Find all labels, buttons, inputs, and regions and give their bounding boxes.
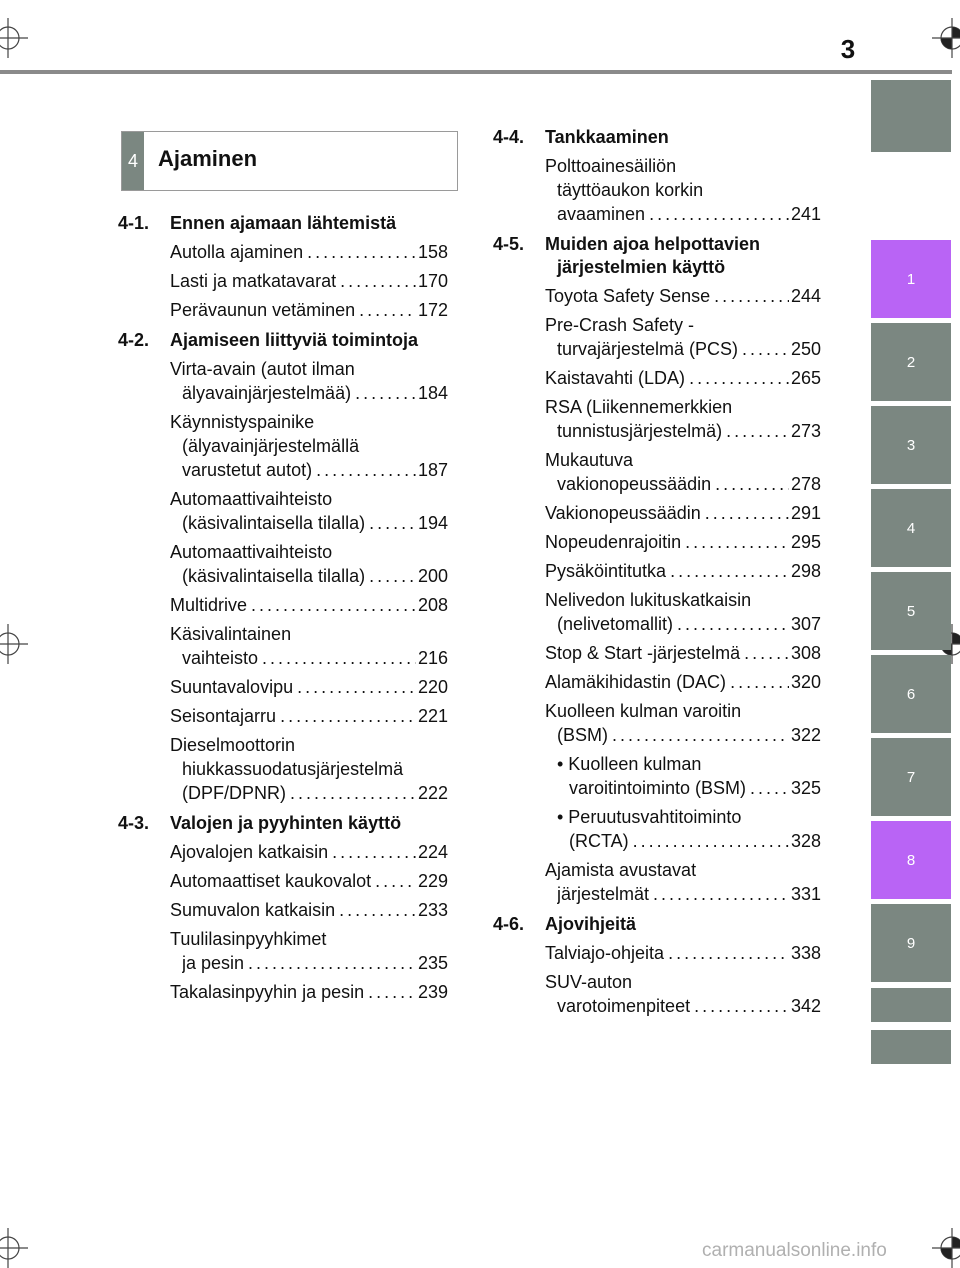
toc-entry[interactable] (545, 313, 821, 361)
page-ref: 241 (790, 204, 821, 224)
entry-last-line (170, 593, 448, 617)
toc-entry[interactable] (545, 448, 821, 496)
toc-entry[interactable] (170, 622, 448, 670)
entry-text: Kuolleen kulman varoitin (545, 701, 742, 721)
toc-entry[interactable] (170, 240, 448, 264)
entry-last-line (557, 829, 821, 853)
section-title: Ajamiseen liittyviä toimintoja (170, 330, 419, 350)
page-ref: 273 (790, 421, 821, 441)
header-rule (0, 70, 952, 74)
section-title: Tankkaaminen (545, 127, 669, 147)
page-ref: 194 (417, 513, 448, 533)
section-number: 4-3. (118, 813, 150, 833)
chapter-tab[interactable] (871, 1030, 951, 1064)
toc-entry[interactable] (545, 366, 821, 390)
entry-text: järjestelmät . . . (557, 882, 789, 906)
page-ref: 187 (417, 460, 448, 480)
section-number: 4-4. (493, 127, 525, 147)
toc-entry[interactable] (545, 154, 821, 226)
page-number: 3 (840, 34, 856, 64)
entry-text: Virta-avain (autot ilman (170, 359, 355, 379)
entry-text: Nopeudenrajoitin . . . (545, 530, 789, 554)
entry-text: Dieselmoottorin (170, 735, 296, 755)
chapter-number: 4 (122, 132, 144, 190)
toc-section (118, 812, 448, 1004)
chapter-tab[interactable] (871, 80, 951, 152)
page-ref: 320 (790, 672, 821, 692)
entry-last-line (170, 781, 448, 805)
entry-text: hiukkassuodatusjärjestelmä (182, 759, 404, 779)
chapter-tab[interactable]: 5 (871, 572, 951, 650)
toc-entry[interactable] (170, 487, 448, 535)
entry-last-line (545, 530, 821, 554)
entry-last-line (545, 723, 821, 747)
page-ref: 172 (417, 300, 448, 320)
toc-entry[interactable] (545, 699, 821, 747)
page-ref: 222 (417, 783, 448, 803)
entry-text: vakionopeussäädin . . . (557, 472, 789, 496)
entry-last-line (545, 366, 821, 390)
entry-text: Toyota Safety Sense . . . (545, 284, 789, 308)
entry-last-line (545, 941, 821, 965)
toc-section (118, 212, 448, 322)
page-ref: 239 (417, 982, 448, 1002)
toc-entry[interactable] (545, 588, 821, 636)
toc-entry[interactable] (545, 501, 821, 525)
entry-last-line (545, 419, 821, 443)
entry-text: Pysäköintitutka . . . (545, 559, 789, 583)
entry-text: Mukautuva (545, 450, 634, 470)
section-title: Ajovihjeitä (545, 914, 637, 934)
entry-text: varustetut autot) . . . (182, 458, 416, 482)
entry-text: turvajärjestelmä (PCS) . . . (557, 337, 789, 361)
section-heading[interactable] (493, 126, 821, 149)
section-heading[interactable] (118, 812, 448, 835)
entry-text: älyavainjärjestelmää) . . . (182, 381, 416, 405)
toc-entry[interactable] (170, 733, 448, 805)
entry-text: Suuntavalovipu . . . (170, 675, 416, 699)
entry-text: • Peruutusvahtitoiminto (557, 807, 742, 827)
toc-entry[interactable] (545, 530, 821, 554)
entry-text: • Kuolleen kulman (557, 754, 702, 774)
page-ref: 308 (790, 643, 821, 663)
entry-last-line (170, 675, 448, 699)
entry-last-line (170, 898, 448, 922)
section-heading[interactable] (493, 233, 821, 279)
entry-text: avaaminen . . . (557, 202, 789, 226)
toc-entry[interactable] (545, 670, 821, 694)
watermark: carmanualsonline.info (702, 1240, 887, 1261)
registration-mark-icon (0, 624, 28, 664)
toc-entry[interactable] (170, 540, 448, 588)
chapter-tab[interactable]: 8 (871, 821, 951, 899)
entry-last-line (545, 284, 821, 308)
entry-text: (nelivetomallit) . . . (557, 612, 789, 636)
toc-entry[interactable] (545, 284, 821, 308)
toc-entry[interactable] (170, 410, 448, 482)
entry-last-line (170, 240, 448, 264)
toc-entry[interactable] (545, 641, 821, 665)
page-ref: 221 (417, 706, 448, 726)
page-ref: 342 (790, 996, 821, 1016)
toc-entry[interactable] (557, 805, 821, 853)
page-ref: 322 (790, 725, 821, 745)
entry-text: Takalasinpyyhin ja pesin . . . (170, 980, 416, 1004)
toc-entry[interactable] (170, 869, 448, 893)
page-ref: 328 (790, 831, 821, 851)
toc-entry[interactable] (170, 298, 448, 322)
toc-entry[interactable] (545, 559, 821, 583)
entry-last-line (170, 840, 448, 864)
entry-text: (BSM) . . . (557, 723, 789, 747)
entry-text: Autolla ajaminen . . . (170, 240, 416, 264)
entry-text: Stop & Start -järjestelmä . . . (545, 641, 789, 665)
section-title: Valojen ja pyyhinten käyttö (170, 813, 402, 833)
entry-text: (käsivalintaisella tilalla) . . . (182, 564, 416, 588)
entry-last-line (545, 559, 821, 583)
entry-last-line (545, 612, 821, 636)
entry-text: täyttöaukon korkin (557, 180, 704, 200)
section-title: Muiden ajoa helpottavien järjestelmien käyttö (545, 234, 761, 277)
entry-last-line (545, 882, 821, 906)
entry-text: (DPF/DPNR) . . . (182, 781, 416, 805)
entry-text: Vakionopeussäädin . . . (545, 501, 789, 525)
page-ref: 229 (417, 871, 448, 891)
toc-entry[interactable] (170, 980, 448, 1004)
entry-text: Automaattivaihteisto (170, 489, 333, 509)
entry-text: Automaattiset kaukovalot . . . (170, 869, 416, 893)
toc-section (493, 913, 821, 1018)
entry-text: Polttoainesäiliön (545, 156, 677, 176)
toc-section (118, 329, 448, 805)
entry-last-line (170, 269, 448, 293)
entry-text: Seisontajarru . . . (170, 704, 416, 728)
page-ref: 158 (417, 242, 448, 262)
entry-last-line (557, 776, 821, 800)
page-ref: 291 (790, 503, 821, 523)
page-ref: 331 (790, 884, 821, 904)
page-ref: 250 (790, 339, 821, 359)
page-ref: 307 (790, 614, 821, 634)
toc-entry[interactable] (557, 752, 821, 800)
registration-mark-icon (932, 18, 960, 58)
page-ref: 325 (790, 778, 821, 798)
toc-entry[interactable] (170, 357, 448, 405)
entry-text: Nelivedon lukituskatkaisin (545, 590, 752, 610)
page-ref: 208 (417, 595, 448, 615)
page-ref: 224 (417, 842, 448, 862)
entry-text: varotoimenpiteet . . . (557, 994, 789, 1018)
registration-mark-icon (932, 1228, 960, 1268)
entry-last-line (170, 646, 448, 670)
section-number: 4-2. (118, 330, 150, 350)
toc-entry[interactable] (545, 395, 821, 443)
section-title: Ennen ajamaan lähtemistä (170, 213, 397, 233)
entry-text: Ajamista avustavat (545, 860, 697, 880)
section-number: 4-1. (118, 213, 150, 233)
entry-text: tunnistusjärjestelmä) . . . (557, 419, 789, 443)
toc-entry[interactable] (170, 704, 448, 728)
toc-entry[interactable] (170, 840, 448, 864)
entry-text: vaihteisto . . . (182, 646, 416, 670)
page-ref: 184 (417, 383, 448, 403)
entry-last-line (545, 202, 821, 226)
entry-text: SUV-auton (545, 972, 633, 992)
page-ref: 244 (790, 286, 821, 306)
toc-column-left (118, 212, 448, 1011)
chapter-title: Ajaminen (158, 146, 258, 171)
entry-last-line (545, 337, 821, 361)
entry-last-line (545, 670, 821, 694)
section-heading[interactable] (493, 913, 821, 936)
page-ref: 295 (790, 532, 821, 552)
entry-last-line (545, 641, 821, 665)
entry-last-line (170, 381, 448, 405)
entry-text: Alamäkihidastin (DAC) . . . (545, 670, 789, 694)
entry-last-line (545, 994, 821, 1018)
entry-text: Lasti ja matkatavarat . . . (170, 269, 416, 293)
entry-text: Käynnistyspainike (170, 412, 315, 432)
chapter-tab[interactable]: 1 (871, 240, 951, 318)
entry-last-line (545, 472, 821, 496)
chapter-tab[interactable]: 9 (871, 904, 951, 982)
page-ref: 170 (417, 271, 448, 291)
entry-text: RSA (Liikennemerkkien (545, 397, 733, 417)
entry-text: Käsivalintainen (170, 624, 292, 644)
chapter-header (121, 131, 458, 191)
entry-last-line (170, 458, 448, 482)
page-ref: 235 (417, 953, 448, 973)
page-ref: 278 (790, 474, 821, 494)
page-ref: 298 (790, 561, 821, 581)
entry-text: varoitintoiminto (BSM) . . . (569, 776, 789, 800)
entry-text: (käsivalintaisella tilalla) . . . (182, 511, 416, 535)
toc-entry[interactable] (170, 927, 448, 975)
chapter-tab[interactable]: 3 (871, 406, 951, 484)
entry-text: Talviajo-ohjeita . . . (545, 941, 789, 965)
section-number: 4-5. (493, 234, 525, 254)
entry-text: Automaattivaihteisto (170, 542, 333, 562)
toc-entry[interactable] (545, 858, 821, 906)
toc-section (493, 233, 821, 906)
entry-last-line (170, 564, 448, 588)
chapter-tab[interactable]: 7 (871, 738, 951, 816)
page-ref: 220 (417, 677, 448, 697)
toc-column-right (493, 126, 821, 1025)
entry-last-line (170, 980, 448, 1004)
entry-text: Multidrive . . . (170, 593, 416, 617)
entry-text: Pre-Crash Safety - (545, 315, 695, 335)
entry-last-line (170, 951, 448, 975)
entry-text: Ajovalojen katkaisin . . . (170, 840, 416, 864)
page-ref: 216 (417, 648, 448, 668)
page-ref: 200 (417, 566, 448, 586)
chapter-tab[interactable]: 4 (871, 489, 951, 567)
toc-entry[interactable] (170, 269, 448, 293)
toc-entry[interactable] (170, 675, 448, 699)
page-ref: 265 (790, 368, 821, 388)
toc-entry[interactable] (545, 941, 821, 965)
toc-entry[interactable] (170, 593, 448, 617)
toc-section (493, 126, 821, 226)
chapter-tab[interactable]: 2 (871, 323, 951, 401)
entry-text: Perävaunun vetäminen . . . (170, 298, 416, 322)
section-heading[interactable] (118, 329, 448, 352)
toc-entry[interactable] (545, 970, 821, 1018)
entry-text: (älyavainjärjestelmällä (182, 436, 360, 456)
entry-text: Tuulilasinpyyhkimet (170, 929, 327, 949)
entry-last-line (170, 298, 448, 322)
registration-mark-icon (0, 1228, 28, 1268)
entry-text: Sumuvalon katkaisin . . . (170, 898, 416, 922)
chapter-tab[interactable]: 6 (871, 655, 951, 733)
toc-entry[interactable] (170, 898, 448, 922)
entry-last-line (170, 511, 448, 535)
entry-last-line (545, 501, 821, 525)
entry-text: Kaistavahti (LDA) . . . (545, 366, 789, 390)
entry-text: (RCTA) . . . (569, 829, 789, 853)
page-ref: 338 (790, 943, 821, 963)
page-ref: 233 (417, 900, 448, 920)
entry-text: ja pesin . . . (182, 951, 416, 975)
entry-last-line (170, 869, 448, 893)
chapter-tab[interactable] (871, 988, 951, 1022)
section-heading[interactable] (118, 212, 448, 235)
registration-mark-icon (0, 18, 28, 58)
section-number: 4-6. (493, 914, 525, 934)
entry-last-line (170, 704, 448, 728)
